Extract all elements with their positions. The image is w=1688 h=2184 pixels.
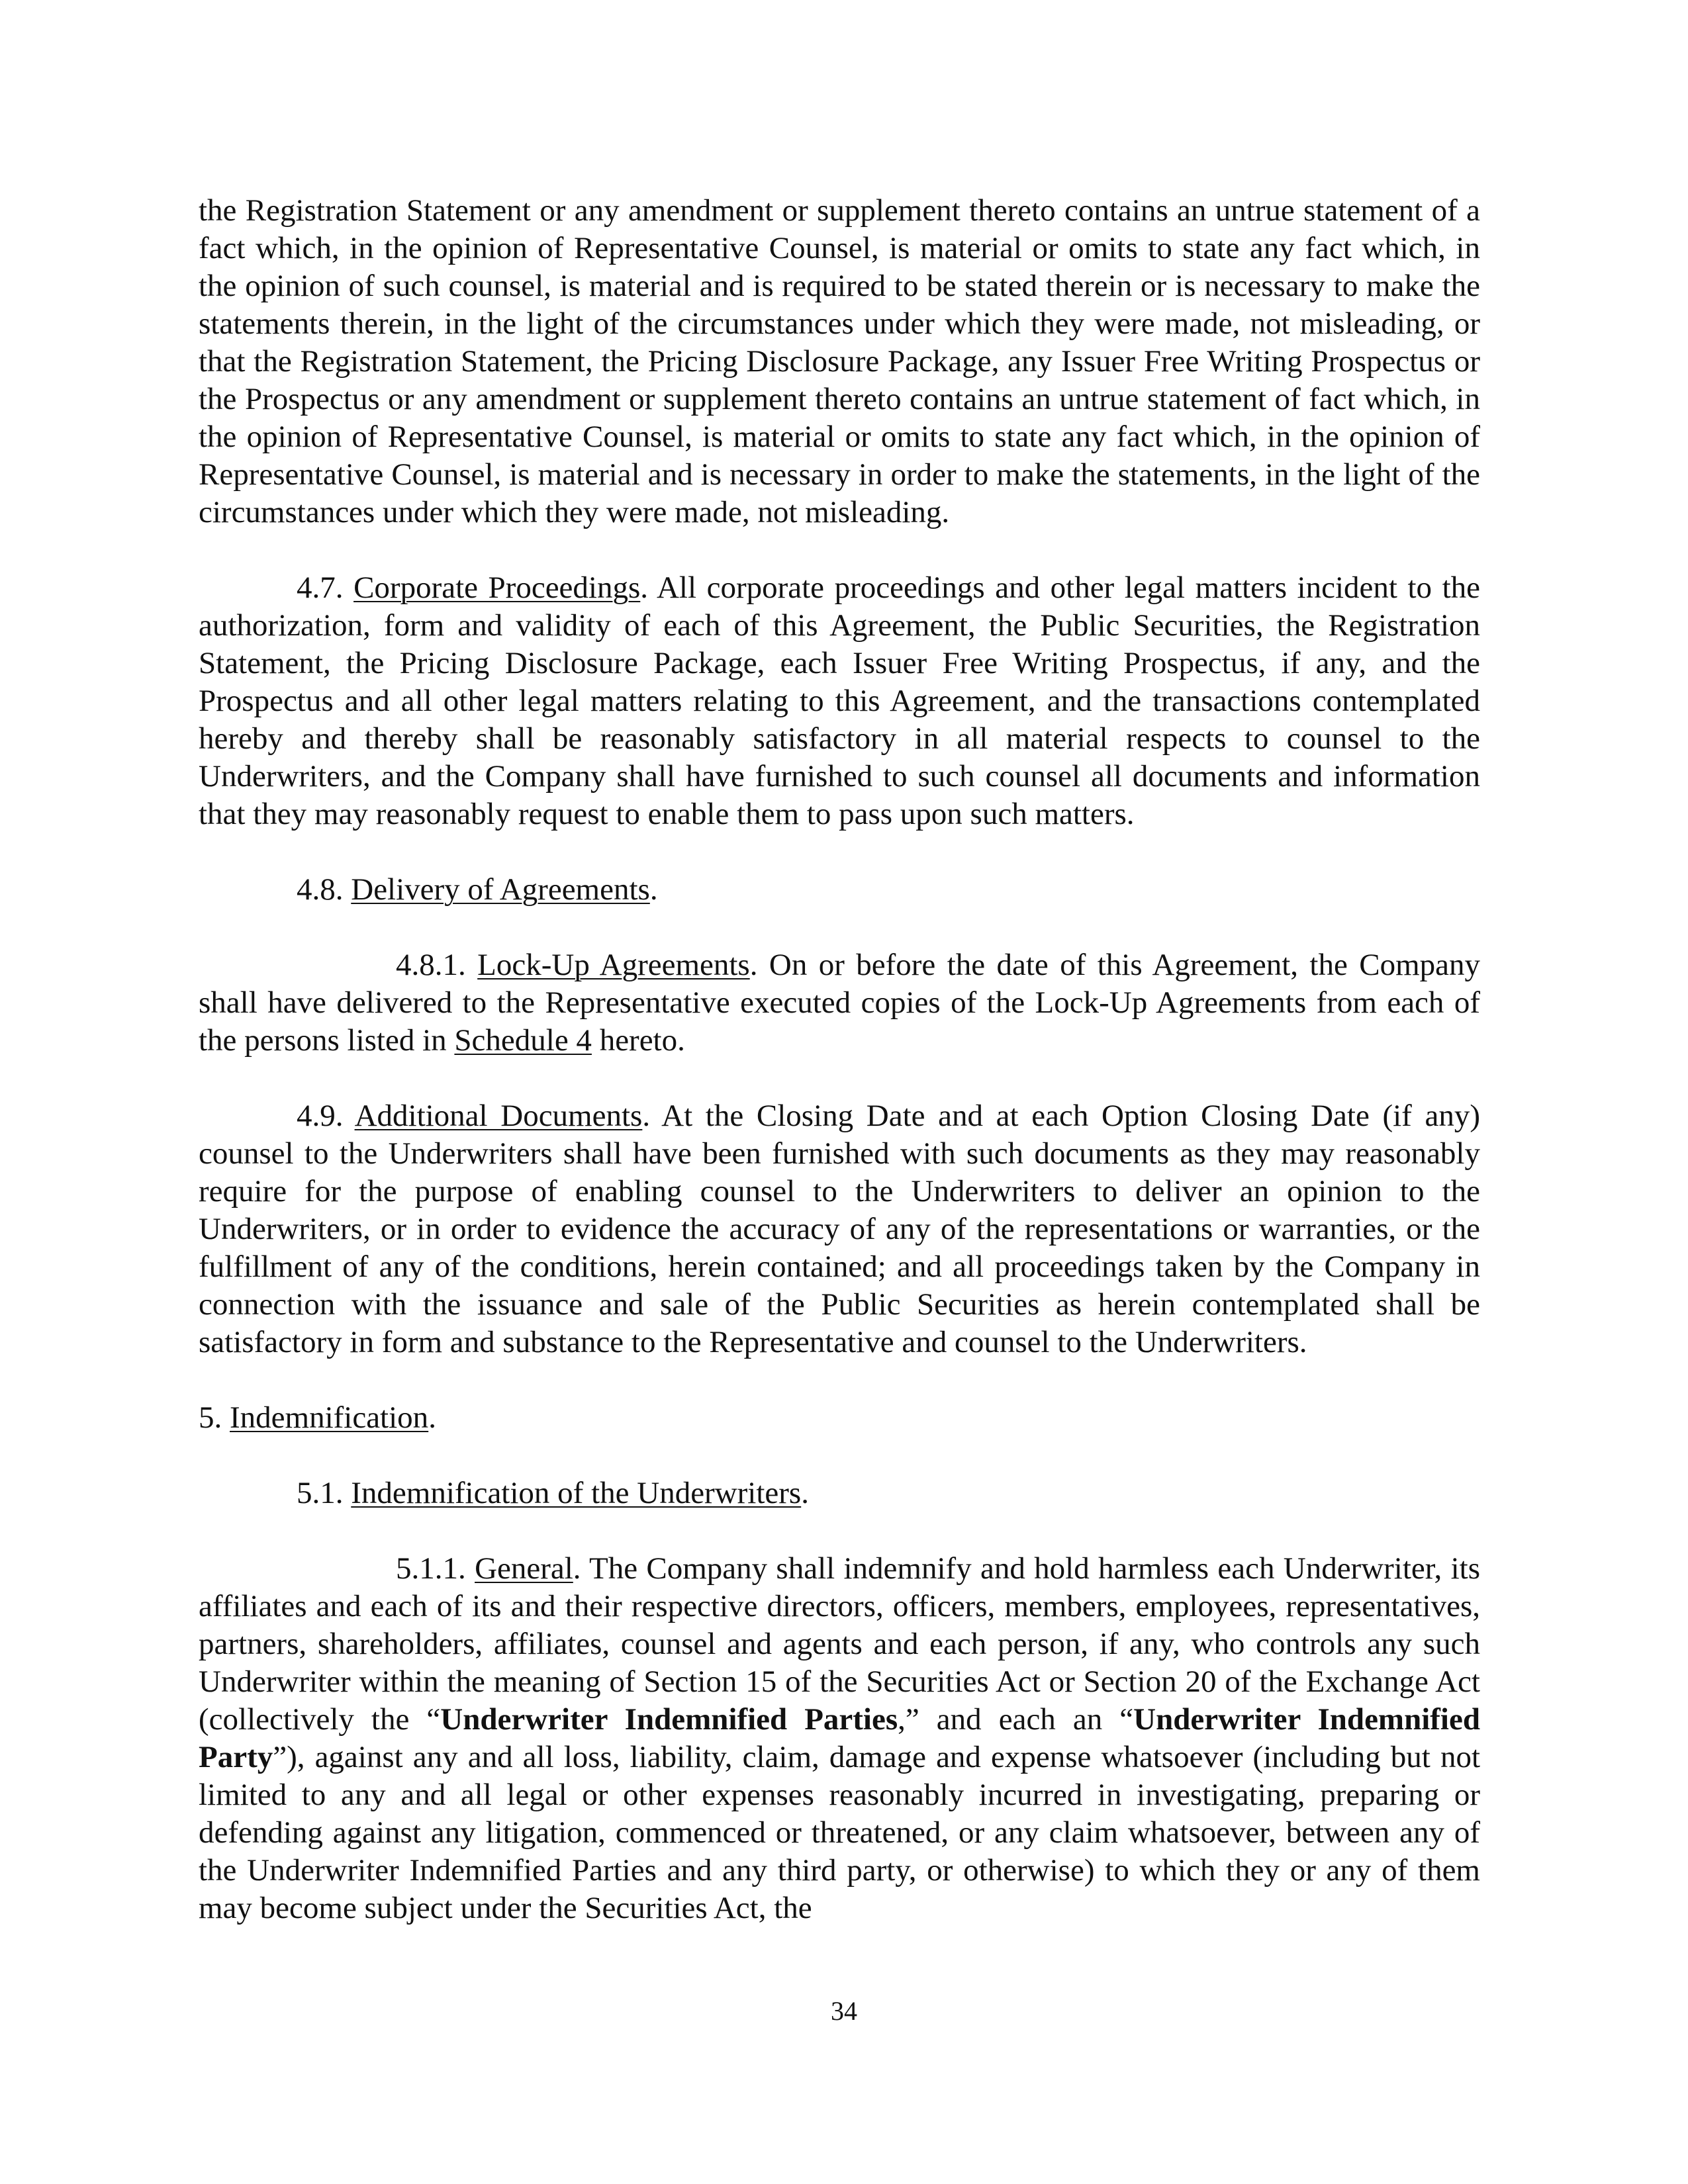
section-5 [199,1399,1480,1437]
section-title: Lock-Up Agreements [477,948,750,982]
paragraph-continuation [199,192,1480,531]
section-number: 4.9. [297,1099,355,1133]
section-number: 4.8.1. [396,948,478,982]
section-title: Delivery of Agreements [351,872,650,907]
section-4-7 [199,569,1480,833]
section-4-8 [199,871,1480,909]
section-text-end: hereto. [591,1023,685,1058]
section-number: 5. [199,1400,230,1435]
section-text: ”), against any and all loss, liability, claim, damage and expense whatsoever (including but not limited to any and all legal or other expenses reasonably incurred in investigating, preparing or defending against any litigation, commenced or threatened, or any claim whatsoever, between any of the Underwriter Indemnified Parties and any third party, or otherwise) to which they or any of them may become subject under the Securities Act, the [199,1740,1480,1925]
section-5-1-1 [199,1550,1480,1927]
defined-term: Underwriter Indemnified Parties [440,1702,898,1737]
section-text: . [649,872,658,907]
section-text: . [801,1476,809,1510]
section-4-9 [199,1097,1480,1361]
section-text: . On or before the date of this Agreement, the Company shall have delivered to the Representative executed copies of the Lock-Up Agreements from each of the persons listed in [199,948,1481,1058]
paragraph-text: the Registration Statement or any amendment or supplement thereto contains an untrue statement of a fact which, in the opinion of Representative Counsel, is material or omits to state any fact which, in the opinion of such counsel, is material and is required to be stated therein or is necessary to make the statements therein, in the light of the circumstances under which they were made, not misleading, or that the Registration Statement, the Pricing Disclosure Package, any Issuer Free Writing Prospectus or the Prospectus or any amendment or supplement thereto contains an untrue statement of fact which, in the opinion of Representative Counsel, is material or omits to state any fact which, in the opinion of Representative Counsel, is material and is necessary in order to make the statements, in the light of the circumstances under which they were made, not misleading. [199,193,1480,529]
section-number: 5.1.1. [396,1551,475,1586]
document-body [199,192,1480,1965]
page-number: 34 [831,1996,857,2026]
section-number: 4.8. [297,872,352,907]
section-title: Additional Documents [354,1099,643,1133]
section-text: ,” and each an “ [898,1702,1134,1737]
section-text: . The Company shall indemnify and hold harmless each Underwriter, its affiliates and each of its and their respective directors, officers, members, employees, representatives, partners, shareholders, affiliates, counsel and agents and each person, if any, who controls any such Underwriter within the meaning of Section 15 of the Securities Act or Section 20 of the Exchange Act (collectively the “ [199,1551,1481,1737]
section-title: Corporate Proceedings [353,570,641,605]
section-text: . All corporate proceedings and other legal matters incident to the authorization, form and validity of each of this Agreement, the Public Securities, the Registration Statement, the Pricing Disclosure Package, each Issuer Free Writing Prospectus, if any, and the Prospectus and all other legal matters relating to this Agreement, and the transactions contemplated hereby and thereby shall be reasonably satisfactory in all material respects to counsel to the Underwriters, and the Company shall have furnished to such counsel all documents and information that they may reasonably request to enable them to pass upon such matters. [199,570,1481,831]
section-text: . At the Closing Date and at each Option Closing Date (if any) counsel to the Underwriters shall have been furnished with such documents as they may reasonably require for the purpose of enabling counsel to the Underwriters to deliver an opinion to the Underwriters, or in order to evidence the accuracy of any of the representations or warranties, or the fulfillment of any of the conditions, herein contained; and all proceedings taken by the Company in connection with the issuance and sale of the Public Securities as herein contemplated shall be satisfactory in form and substance to the Representative and counsel to the Underwriters. [199,1099,1480,1359]
section-title: Indemnification [230,1400,429,1435]
section-number: 5.1. [297,1476,352,1510]
schedule-reference: Schedule 4 [454,1023,592,1058]
section-title: Indemnification of the Underwriters [351,1476,802,1510]
section-5-1 [199,1475,1480,1512]
defined-term: Underwriter Indemnified Party [199,1702,1480,1774]
section-4-8-1 [199,946,1480,1060]
section-text: . [428,1400,436,1435]
section-number: 4.7. [297,570,354,605]
section-title: General [475,1551,573,1586]
